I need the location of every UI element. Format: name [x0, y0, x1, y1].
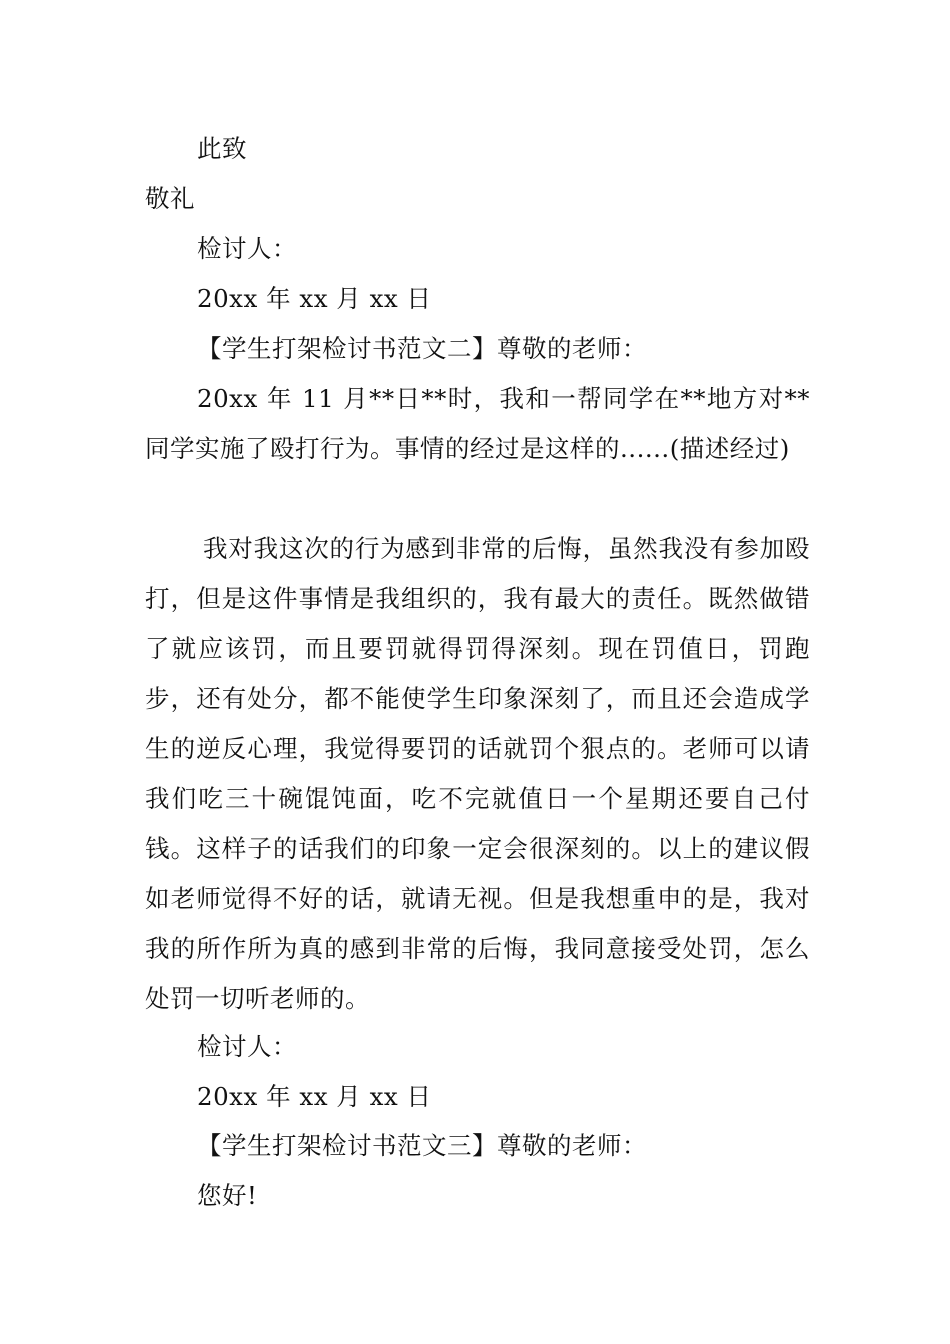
- body-paragraph: 20xx 年 11 月**日**时，我和一帮同学在**地方对**同学实施了殴打行为。事情的经过是这样的......(描述经过): [145, 384, 810, 463]
- signer-label: 检讨人：: [197, 1032, 297, 1061]
- closing-phrase: 此致: [197, 134, 247, 163]
- salutation: 敬礼: [145, 184, 195, 213]
- section-heading: 【学生打架检讨书范文二】尊敬的老师：: [197, 334, 647, 363]
- greeting: 您好!: [197, 1181, 258, 1210]
- section-heading: 【学生打架检讨书范文三】尊敬的老师：: [197, 1131, 647, 1160]
- date-line: 20xx 年 xx 月 xx 日: [197, 1082, 432, 1111]
- body-paragraph: 我对我这次的行为感到非常的后悔，虽然我没有参加殴打，但是这件事情是我组织的，我有最大的责任。既然做错了就应该罚，而且要罚就得罚得深刻。现在罚值日，罚跑步，还有处分，都不能使学生印象深刻了，而且还会造成学生的逆反心理，我觉得要罚的话就罚个狠点的。老师可以请我们吃三十碗馄饨面，吃不完就值日一个星期还要自己付钱。这样子的话我们的印象一定会很深刻的。以上的建议假如老师觉得不好的话，就请无视。但是我想重申的是，我对我的所作所为真的感到非常的后悔，我同意接受处罚，怎么处罚一切听老师的。: [145, 534, 810, 1013]
- signer-label: 检讨人：: [197, 234, 297, 263]
- date-line: 20xx 年 xx 月 xx 日: [197, 284, 432, 313]
